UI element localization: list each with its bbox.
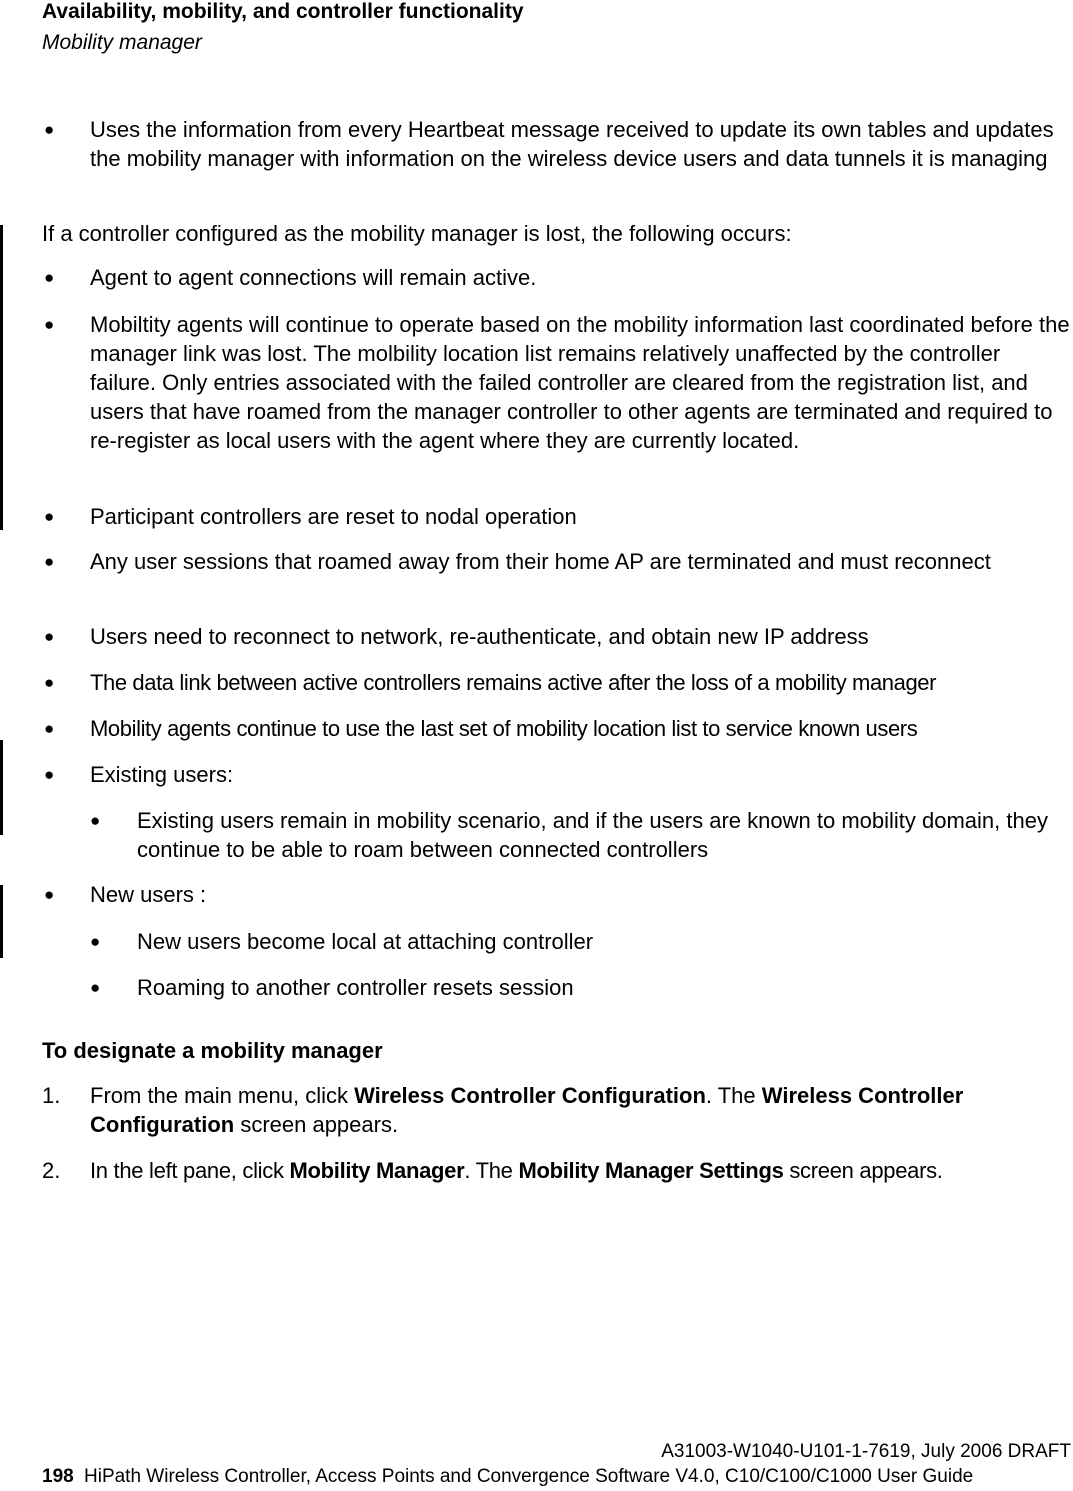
sub-list-item: Existing users remain in mobility scenario, and if the users are known to mobility domain, they continue to be able to roam between connected controllers bbox=[137, 808, 1048, 862]
bullet-icon: ● bbox=[44, 315, 55, 334]
page-number: 198 bbox=[42, 1466, 74, 1487]
bullet-icon: ● bbox=[44, 120, 55, 139]
list-item: Participant controllers are reset to nodal operation bbox=[90, 504, 577, 529]
ui-reference: Mobility Manager bbox=[289, 1158, 465, 1183]
change-bar bbox=[0, 740, 3, 835]
footer-guide-title: HiPath Wireless Controller, Access Points and Convergence Software V4.0, C10/C100/C1000 User Guide bbox=[84, 1466, 974, 1487]
ui-reference: Wireless Controller Configuration bbox=[354, 1083, 706, 1108]
bullet-icon: ● bbox=[44, 268, 55, 287]
list-item: Existing users: bbox=[90, 762, 234, 787]
list-item: Agent to agent connections will remain active. bbox=[90, 265, 537, 290]
running-header-subtitle: Mobility manager bbox=[42, 31, 202, 54]
list-item: The data link between active controllers remains active after the loss of a mobility manager bbox=[90, 670, 937, 695]
sub-bullet-icon: ● bbox=[90, 811, 101, 830]
sub-bullet-icon: ● bbox=[90, 978, 101, 997]
procedure-step: In the left pane, click Mobility Manager. The Mobility Manager Settings screen appears. bbox=[90, 1158, 943, 1183]
ui-reference: Wireless Controller Configuration bbox=[90, 1083, 964, 1137]
paragraph: If a controller configured as the mobility manager is lost, the following occurs: bbox=[42, 221, 792, 246]
bullet-icon: ● bbox=[44, 552, 55, 571]
list-item: Users need to reconnect to network, re-authenticate, and obtain new IP address bbox=[90, 624, 869, 649]
list-item: Mobility agents continue to use the last set of mobility location list to service known users bbox=[90, 716, 918, 741]
footer-doc-id: A31003-W1040-U101-1-7619, July 2006 DRAFT bbox=[661, 1441, 1071, 1462]
procedure-heading: To designate a mobility manager bbox=[42, 1038, 383, 1063]
sub-bullet-icon: ● bbox=[90, 932, 101, 951]
step-number: 1. bbox=[42, 1083, 61, 1108]
running-header-title: Availability, mobility, and controller functionality bbox=[42, 0, 524, 23]
change-bar bbox=[0, 225, 3, 530]
step-number: 2. bbox=[42, 1158, 61, 1183]
change-bar bbox=[0, 885, 3, 958]
bullet-icon: ● bbox=[44, 765, 55, 784]
sub-list-item: Roaming to another controller resets session bbox=[137, 975, 574, 1000]
bullet-icon: ● bbox=[44, 719, 55, 738]
procedure-step: From the main menu, click Wireless Controller Configuration. The Wireless Controller Configuration screen appears. bbox=[90, 1083, 964, 1137]
sub-list-item: New users become local at attaching controller bbox=[137, 929, 594, 954]
bullet-icon: ● bbox=[44, 507, 55, 526]
list-item: Any user sessions that roamed away from their home AP are terminated and must reconnect bbox=[90, 549, 991, 574]
list-item: New users : bbox=[90, 882, 207, 907]
bullet-icon: ● bbox=[44, 673, 55, 692]
bullet-icon: ● bbox=[44, 885, 55, 904]
list-item: Mobiltity agents will continue to operate based on the mobility information last coordinated before the manager link was lost. The molbility location list remains relatively unaffected by the controller failure. Only entries associated with the failed controller are cleared from the registration list, and users that have roamed from the manager controller to other agents are terminated and required to re-register as local users with the agent where they are currently located. bbox=[90, 312, 1070, 453]
ui-reference: Mobility Manager Settings bbox=[518, 1158, 784, 1183]
bullet-icon: ● bbox=[44, 627, 55, 646]
list-item: Uses the information from every Heartbeat message received to update its own tables and updates the mobility manager with information on the wireless device users and data tunnels it is managing bbox=[90, 117, 1054, 171]
